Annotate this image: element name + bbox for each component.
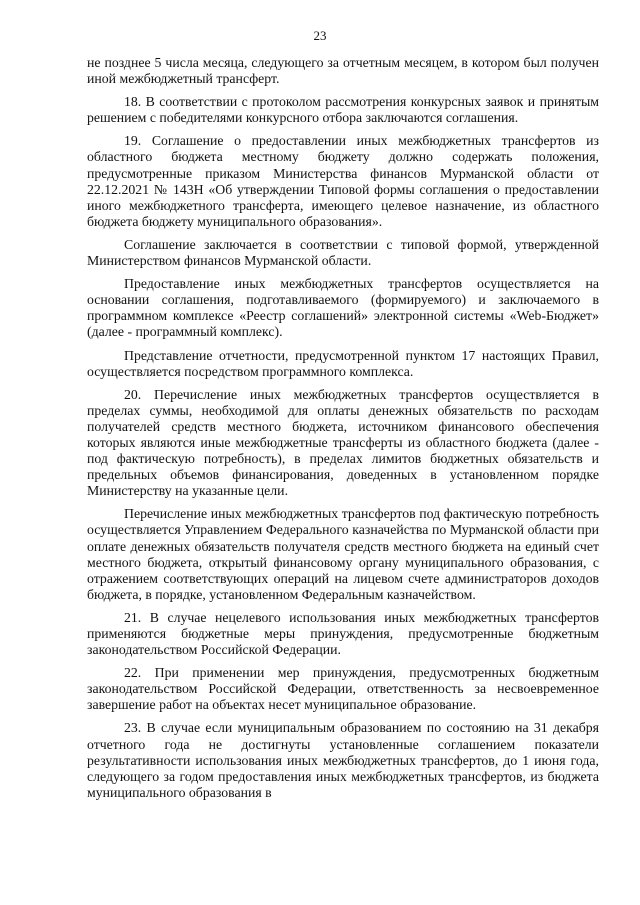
paragraph-agreement-form: Соглашение заключается в соответствии с типовой формой, утвержденной Министерством финансов Мурманской области. — [87, 236, 599, 269]
paragraph-agreement-system: Предоставление иных межбюджетных трансфертов осуществляется на основании соглашения, подготавливаемого (формируемого) и заключаемого в программном комплексе «Реестр соглашений» электронной системы «Web-Бюджет» (далее - программный комплекс). — [87, 276, 599, 340]
paragraph-continuation: не позднее 5 числа месяца, следующего за отчетным месяцем, в котором был получен иной межбюджетный трансферт. — [87, 55, 599, 87]
paragraph-clause-23: 23. В случае если муниципальным образованием по состоянию на 31 декабря отчетного года не достигнуты установленные соглашением показатели результативности использования иных межбюджетных трансфертов, до 1 июня года, следующего за годом предоставления иных межбюджетных трансфертов, из бюджета муниципального образования в — [87, 720, 599, 800]
paragraph-clause-22: 22. При применении мер принуждения, предусмотренных бюджетным законодательством Российской Федерации, ответственность за несвоевременное завершение работ на объектах несет муниципальное образование. — [87, 665, 599, 713]
paragraph-transfer-treasury: Перечисление иных межбюджетных трансфертов под фактическую потребность осуществляется Управлением Федерального казначейства по Мурманской области при оплате денежных обязательств получателя средств местного бюджета на единый счет местного бюджета, открытый финансовому органу муниципального образования, с отражением соответствующих операций на лицевом счете администраторов доходов бюджета, в порядке, установленном Федеральным казначейством. — [87, 506, 599, 602]
paragraph-clause-18: 18. В соответствии с протоколом рассмотрения конкурсных заявок и принятым решением с победителями конкурсного отбора заключаются соглашения. — [87, 94, 599, 126]
document-body — [87, 55, 599, 801]
page-number: 23 — [313, 28, 327, 43]
paragraph-clause-20: 20. Перечисление иных межбюджетных трансфертов осуществляется в пределах суммы, необходимой для оплаты денежных обязательств по расходам получателей средств местного бюджета, источником финансового обеспечения которых являются иные межбюджетные трансферты из областного бюджета (далее - под фактическую потребность), в пределах лимитов бюджетных обязательств и предельных объемов финансирования, доведенных в установленном порядке Министерству на указанные цели. — [87, 386, 599, 499]
paragraph-clause-21: 21. В случае нецелевого использования иных межбюджетных трансфертов применяются бюджетные меры принуждения, предусмотренные бюджетным законодательством Российской Федерации. — [87, 609, 599, 658]
paragraph-clause-19: 19. Соглашение о предоставлении иных межбюджетных трансфертов из областного бюджета местному бюджету должно содержать положения, предусмотренные приказом Министерства финансов Мурманской области от 22.12.2021 № 143Н «Об утверждении Типовой формы соглашения о предоставлении иного межбюджетного трансферта, имеющего целевое назначение, из областного бюджета бюджету муниципального образования». — [87, 133, 599, 229]
paragraph-reporting: Представление отчетности, предусмотренной пунктом 17 настоящих Правил, осуществляется посредством программного комплекса. — [87, 347, 599, 379]
